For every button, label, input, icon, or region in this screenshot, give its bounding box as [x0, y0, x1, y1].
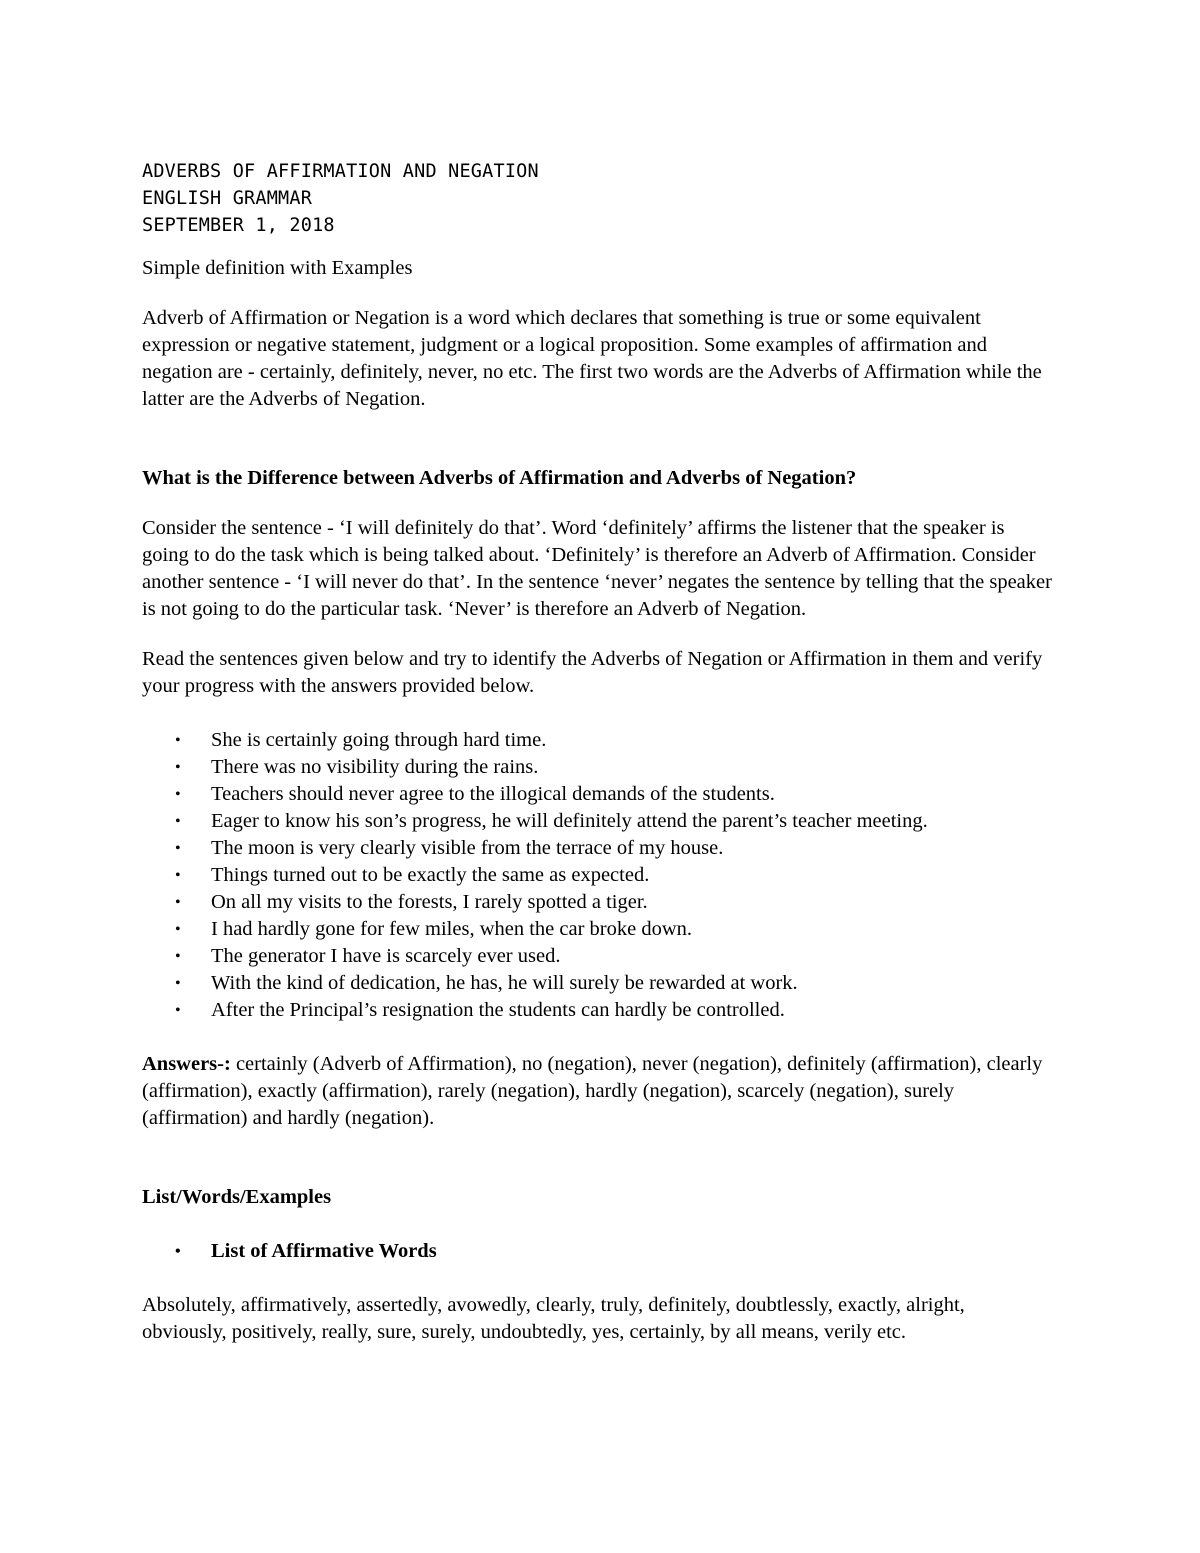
list-item-text: After the Principal’s resignation the students can hardly be controlled.	[211, 999, 785, 1021]
list-item	[142, 997, 1052, 1024]
document-header	[142, 158, 1052, 239]
intro-paragraph: Adverb of Affirmation or Negation is a word which declares that something is true or some equivalent expression or negative statement, judgment or a logical proposition. Some examples of affirmation and negation are - certainly, definitely, never, no etc. The first two words are the Adverbs of Affirmation while the latter are the Adverbs of Negation.	[142, 307, 1042, 410]
document-date: SEPTEMBER 1, 2018	[142, 215, 335, 236]
list-item	[142, 970, 1052, 997]
bullet-icon: •	[175, 1002, 181, 1019]
bullet-icon: •	[175, 759, 181, 776]
list-item-text: Eager to know his son’s progress, he will definitely attend the parent’s teacher meeting.	[211, 810, 928, 832]
answers-label: Answers-:	[142, 1053, 231, 1075]
bullet-icon: •	[175, 894, 181, 911]
list-item-text: She is certainly going through hard time.	[211, 729, 547, 751]
examples-list	[142, 727, 1052, 1024]
list-item-text: Things turned out to be exactly the same as expected.	[211, 864, 650, 886]
bullet-icon: •	[175, 975, 181, 992]
list-item-text: The moon is very clearly visible from the terrace of my house.	[211, 837, 724, 859]
bullet-icon: •	[175, 921, 181, 938]
difference-paragraph: Consider the sentence - ‘I will definitely do that’. Word ‘definitely’ affirms the listener that the speaker is going to do the task which is being talked about. ‘Definitely’ is therefore an Adverb of Affirmation. Consider another sentence - ‘I will never do that’. In the sentence ‘never’ negates the sentence by telling that the speaker is not going to do the particular task. ‘Never’ is therefore an Adverb of Negation.	[142, 517, 1052, 620]
list-item-text: List of Affirmative Words	[211, 1240, 437, 1262]
bullet-icon: •	[175, 813, 181, 830]
list-item	[142, 1238, 1052, 1265]
answers-paragraph	[142, 1051, 1052, 1132]
list-item-text: With the kind of dedication, he has, he will surely be rewarded at work.	[211, 972, 798, 994]
exercise-intro: Read the sentences given below and try to identify the Adverbs of Negation or Affirmation in them and verify your progress with the answers provided below.	[142, 648, 1043, 697]
list-item	[142, 754, 1052, 781]
list-item-text: On all my visits to the forests, I rarely spotted a tiger.	[211, 891, 648, 913]
list-item	[142, 727, 1052, 754]
bullet-icon: •	[175, 840, 181, 857]
bullet-icon: •	[175, 948, 181, 965]
list-item	[142, 943, 1052, 970]
list-item-text: The generator I have is scarcely ever used.	[211, 945, 561, 967]
list-heading: List/Words/Examples	[142, 1186, 332, 1208]
bullet-icon: •	[175, 732, 181, 749]
document-title: ADVERBS OF AFFIRMATION AND NEGATION	[142, 161, 539, 182]
list-item	[142, 781, 1052, 808]
document-category: ENGLISH GRAMMAR	[142, 188, 313, 209]
list-item-text: Teachers should never agree to the illogical demands of the students.	[211, 783, 775, 805]
list-item	[142, 835, 1052, 862]
list-item	[142, 862, 1052, 889]
difference-heading: What is the Difference between Adverbs of Affirmation and Adverbs of Negation?	[142, 467, 857, 489]
list-item	[142, 916, 1052, 943]
word-lists	[142, 1238, 1052, 1265]
list-item	[142, 889, 1052, 916]
document-subtitle: Simple definition with Examples	[142, 257, 413, 279]
document-body	[142, 158, 1052, 1346]
list-item	[142, 808, 1052, 835]
bullet-icon: •	[175, 867, 181, 884]
list-item-text: I had hardly gone for few miles, when the car broke down.	[211, 918, 693, 940]
list-item-text: There was no visibility during the rains.	[211, 756, 539, 778]
bullet-icon: •	[175, 1243, 181, 1260]
affirmative-words-paragraph: Absolutely, affirmatively, assertedly, avowedly, clearly, truly, definitely, doubtlessly, exactly, alright, obviously, positively, really, sure, surely, undoubtedly, yes, certainly, by all means, verily etc.	[142, 1294, 965, 1343]
bullet-icon: •	[175, 786, 181, 803]
answers-text: certainly (Adverb of Affirmation), no (negation), never (negation), definitely (affirmation), clearly (affirmation), exactly (affirmation), rarely (negation), hardly (negation), scarcely (negation), surely (affirmation) and hardly (negation).	[142, 1053, 1043, 1129]
